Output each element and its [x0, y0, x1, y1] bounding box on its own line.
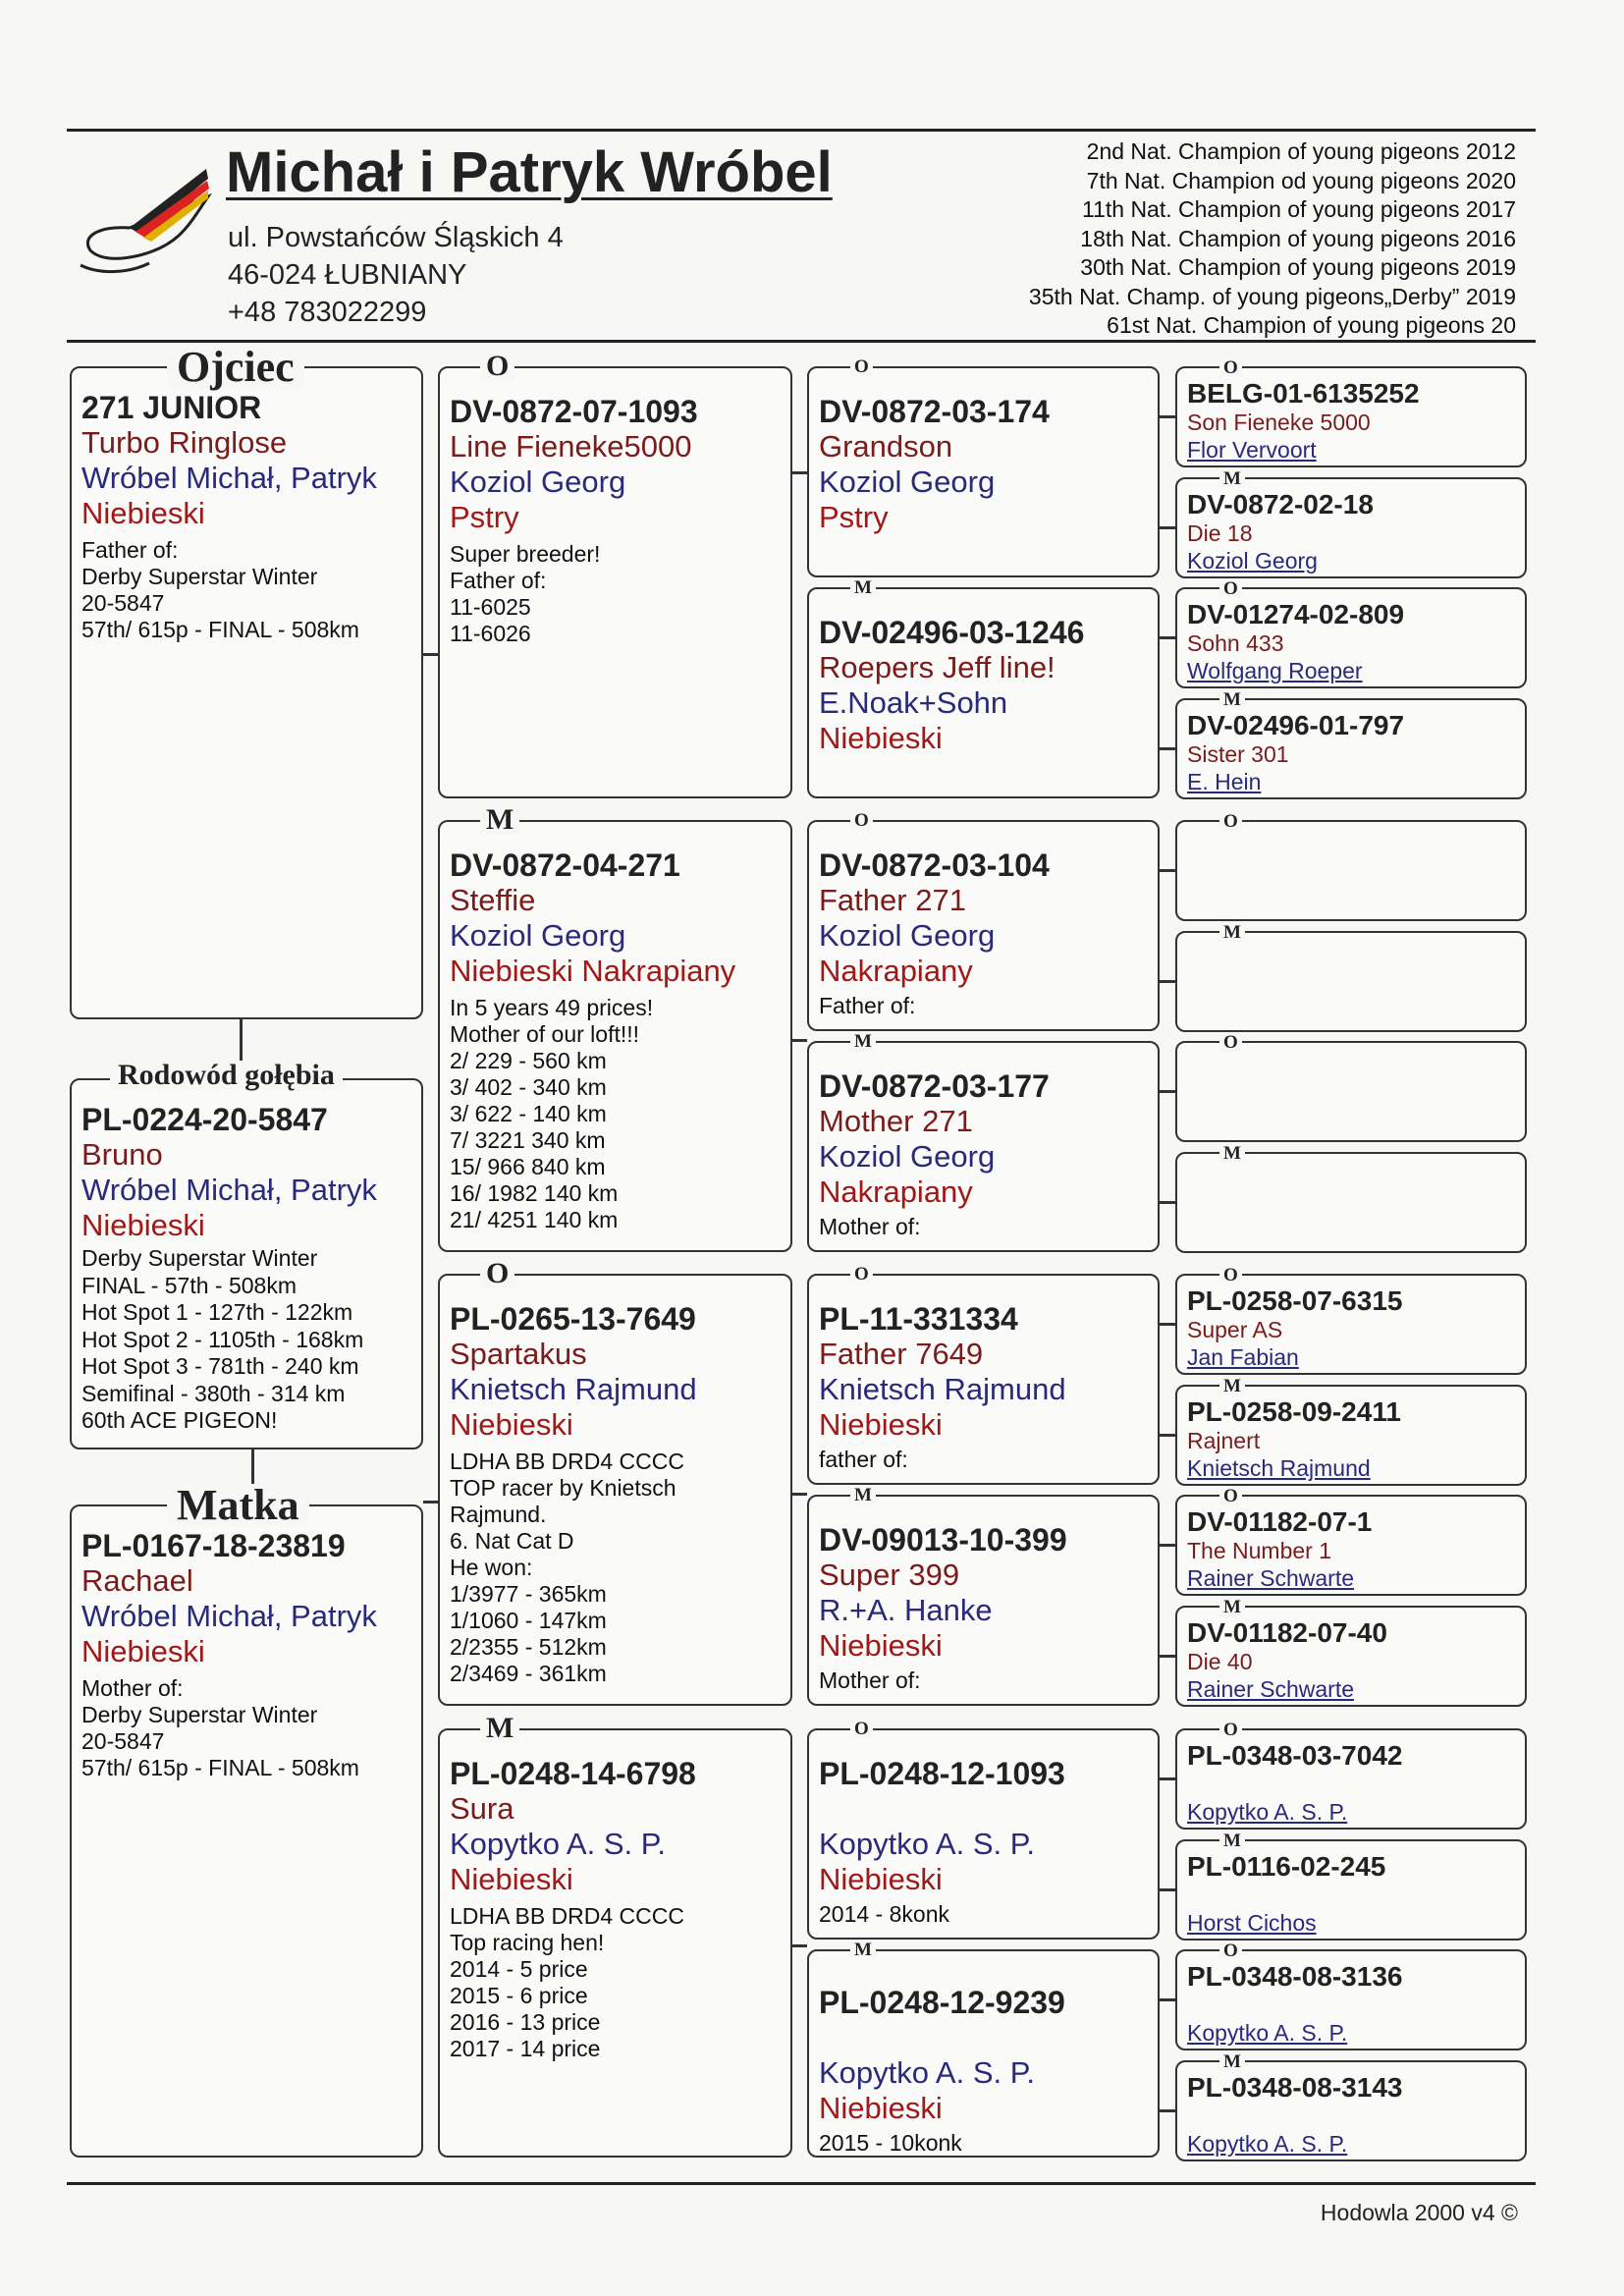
subject-color: Niebieski [81, 1208, 205, 1242]
gggp-name [1187, 832, 1525, 859]
ggp-name: Father 271 [819, 883, 966, 917]
note-line: 1/1060 - 147km [450, 1608, 607, 1633]
mother-notes [81, 1675, 421, 1781]
ggp-color: Niebieski [819, 721, 943, 755]
note-line: 57th/ 615p - FINAL - 508km [81, 1755, 359, 1780]
ggp-notes [819, 1447, 1158, 1473]
ggp-ring: PL-0248-12-1093 [819, 1756, 1065, 1791]
note-line: Father of: [450, 568, 547, 593]
gggp-box [1175, 477, 1527, 578]
address-city: 46-024 ŁUBNIANY [228, 259, 467, 291]
ggp-name: Father 7649 [819, 1337, 984, 1371]
ggp-breeder: Koziol Georg [819, 918, 996, 953]
gggp-ring: PL-0348-08-3136 [1187, 1961, 1403, 1992]
gggp-box [1175, 1839, 1527, 1941]
note-line: 2017 - 14 price [450, 2036, 601, 2061]
sire-label: O [850, 811, 873, 830]
ggp-ring: DV-02496-03-1246 [819, 615, 1085, 650]
note-line: 11-6026 [450, 621, 531, 646]
gggp-name [1187, 1164, 1525, 1191]
gggp-box [1175, 1152, 1527, 1253]
gggp-breeder: Rainer Schwarte [1187, 1565, 1355, 1591]
mother-name: Rachael [81, 1563, 193, 1598]
ggp-notes [819, 1214, 1158, 1240]
award-item: 2nd Nat. Champion of young pigeons 2012 [1086, 138, 1516, 164]
note-line: 2/2355 - 512km [450, 1634, 607, 1660]
sire-label: O [1219, 358, 1242, 377]
note-line: father of: [819, 1447, 908, 1472]
gggp-name [1187, 1992, 1525, 2019]
gggp-ring: PL-0348-08-3143 [1187, 2071, 1403, 2103]
subject-name: Bruno [81, 1137, 163, 1172]
gggp-ring: PL-0258-09-2411 [1187, 1395, 1401, 1427]
gp-notes [450, 995, 790, 1233]
ggp-breeder: E.Noak+Sohn [819, 685, 1008, 720]
gggp-box [1175, 1385, 1527, 1486]
award-item: 11th Nat. Champion of young pigeons 2017 [1082, 196, 1516, 222]
gp-ring: PL-0248-14-6798 [450, 1756, 696, 1791]
gggp-box [1175, 1274, 1527, 1375]
ggp-ring: DV-09013-10-399 [819, 1522, 1067, 1558]
gp-ring: DV-0872-07-1093 [450, 394, 698, 429]
gp-breeder: Koziol Georg [450, 465, 626, 499]
note-line: 57th/ 615p - FINAL - 508km [81, 617, 359, 642]
note-line: 2/ 229 - 560 km [450, 1048, 607, 1073]
gggp-name [1187, 943, 1525, 970]
software-footer: Hodowla 2000 v4 © [1320, 2200, 1518, 2225]
gggp-breeder: Jan Fabian [1187, 1344, 1299, 1370]
father-label: Ojciec [167, 346, 304, 389]
ggp-box [807, 820, 1160, 1031]
gp-name: Spartakus [450, 1337, 587, 1371]
gp-color: Niebieski [450, 1862, 573, 1896]
gggp-ring: DV-0872-02-18 [1187, 488, 1374, 519]
gggp-breeder: Kopytko A. S. P. [1187, 2130, 1348, 2157]
gggp-name [1187, 2103, 1525, 2130]
note-line: Derby Superstar Winter [81, 564, 318, 589]
note-line: LDHA BB DRD4 CCCC [450, 1449, 684, 1474]
gp-box [438, 1728, 792, 2158]
gggp-breeder: Horst Cichos [1187, 1909, 1317, 1936]
gp-color: Pstry [450, 500, 519, 534]
gp-box [438, 1274, 792, 1706]
note-line: Super breeder! [450, 541, 601, 567]
ggp-name: Grandson [819, 429, 953, 464]
note-line: 3/ 622 - 140 km [450, 1101, 607, 1126]
mother-label: Matka [167, 1484, 309, 1527]
gp-color: Niebieski Nakrapiany [450, 954, 736, 988]
ggp-breeder: Kopytko A. S. P. [819, 1827, 1036, 1861]
gggp-ring: DV-01274-02-809 [1187, 599, 1405, 629]
award-item: 35th Nat. Champ. of young pigeons„Derby” 2019 [1028, 283, 1516, 309]
ggp-color: Niebieski [819, 1862, 943, 1896]
note-line: Rajmund. [450, 1502, 547, 1527]
dam-label: M [1219, 1831, 1245, 1850]
gggp-name: Son Fieneke 5000 [1187, 410, 1371, 435]
gp-breeder: Koziol Georg [450, 918, 626, 953]
gggp-ring: DV-02496-01-797 [1187, 709, 1405, 740]
gggp-box [1175, 1949, 1527, 2050]
gp-notes [450, 1903, 790, 2062]
mother-box [70, 1504, 423, 2158]
gggp-box [1175, 820, 1527, 921]
gggp-box [1175, 1041, 1527, 1142]
note-line: Mother of: [819, 1214, 921, 1239]
gggp-breeder: E. Hein [1187, 768, 1262, 794]
dam-label: M [850, 1941, 876, 1959]
dam-label: M [1219, 1598, 1245, 1616]
ggp-breeder: Koziol Georg [819, 1139, 996, 1174]
dam-label: M [1219, 690, 1245, 709]
ggp-box [807, 366, 1160, 577]
gggp-name: Die 40 [1187, 1648, 1253, 1674]
ggp-notes [819, 1667, 1158, 1694]
gggp-box [1175, 1728, 1527, 1830]
gp-ring: DV-0872-04-271 [450, 847, 680, 883]
dam-label: M [480, 1714, 519, 1743]
gggp-box [1175, 1495, 1527, 1596]
sire-label: O [850, 1265, 873, 1284]
note-line: 2/3469 - 361km [450, 1661, 607, 1686]
gggp-box [1175, 931, 1527, 1032]
gggp-ring: DV-01182-07-1 [1187, 1506, 1373, 1537]
gggp-breeder: Knietsch Rajmund [1187, 1454, 1371, 1481]
note-line: 21/ 4251 140 km [450, 1207, 619, 1232]
ggp-name [819, 1791, 1158, 1827]
award-item: 7th Nat. Champion od young pigeons 2020 [1086, 167, 1516, 193]
note-line: Father of: [819, 993, 916, 1018]
gggp-name: The Number 1 [1187, 1538, 1332, 1563]
note-line: 20-5847 [81, 1728, 165, 1754]
dam-label: M [850, 1032, 876, 1051]
ggp-color: Pstry [819, 500, 889, 534]
ggp-name: Super 399 [819, 1558, 960, 1592]
note-line: 20-5847 [81, 590, 165, 616]
gggp-box [1175, 2060, 1527, 2161]
sire-label: O [480, 352, 514, 381]
gggp-box [1175, 698, 1527, 799]
gp-ring: PL-0265-13-7649 [450, 1301, 696, 1337]
dam-label: M [850, 1486, 876, 1504]
note-line: TOP racer by Knietsch [450, 1475, 677, 1501]
dam-label: M [480, 805, 519, 835]
ggp-name: Roepers Jeff line! [819, 650, 1056, 684]
address-street: ul. Powstańców Śląskich 4 [228, 222, 564, 253]
dam-label: M [1219, 923, 1245, 942]
ggp-box [807, 587, 1160, 798]
gggp-breeder: Kopytko A. S. P. [1187, 1799, 1348, 1825]
ggp-name [819, 2020, 1158, 2055]
note-line: Mother of our loft!!! [450, 1021, 640, 1047]
father-notes [81, 537, 421, 643]
note-line: Mother of: [819, 1667, 921, 1693]
dam-label: M [850, 578, 876, 597]
note-line: 2014 - 8konk [819, 1901, 949, 1927]
ggp-color: Niebieski [819, 1407, 943, 1442]
gggp-name [1187, 1771, 1525, 1798]
gggp-name [1187, 1053, 1525, 1080]
note-line: In 5 years 49 prices! [450, 995, 654, 1020]
dam-label: M [1219, 469, 1245, 488]
sire-label: O [1219, 1941, 1242, 1960]
gggp-name: Super AS [1187, 1317, 1283, 1342]
note-line: 15/ 966 840 km [450, 1154, 606, 1179]
gp-box [438, 366, 792, 798]
ggp-notes [819, 993, 1158, 1019]
ggp-ring: DV-0872-03-177 [819, 1068, 1050, 1104]
gggp-box [1175, 587, 1527, 688]
gggp-breeder: Wolfgang Roeper [1187, 658, 1363, 683]
ggp-box [807, 1495, 1160, 1706]
gggp-name: Sister 301 [1187, 740, 1289, 767]
sire-label: O [850, 357, 873, 376]
dam-label: M [1219, 2052, 1245, 2071]
gggp-breeder: Koziol Georg [1187, 547, 1318, 574]
sire-label: O [1219, 1487, 1242, 1505]
gp-name: Sura [450, 1791, 514, 1826]
ggp-box [807, 1949, 1160, 2158]
gggp-name: Sohn 433 [1187, 630, 1284, 656]
note-line: 60th ACE PIGEON! [81, 1407, 278, 1433]
gggp-ring: DV-01182-07-40 [1187, 1616, 1387, 1648]
ggp-ring: PL-11-331334 [819, 1301, 1018, 1337]
ggp-ring: PL-0248-12-9239 [819, 1985, 1065, 2020]
ggp-color: Niebieski [819, 2091, 943, 2125]
sire-label: O [480, 1259, 514, 1288]
note-line: 16/ 1982 140 km [450, 1180, 619, 1206]
father-breeder: Wróbel Michał, Patryk [81, 461, 377, 495]
ggp-color: Niebieski [819, 1628, 943, 1663]
sire-label: O [850, 1720, 873, 1738]
gp-name: Steffie [450, 883, 536, 917]
note-line: Hot Spot 3 - 781th - 240 km [81, 1353, 359, 1379]
note-line: Mother of: [81, 1675, 184, 1701]
dam-label: M [1219, 1377, 1245, 1395]
ggp-color: Nakrapiany [819, 954, 973, 988]
gp-notes [450, 541, 790, 647]
note-line: 1/3977 - 365km [450, 1581, 607, 1607]
note-line: Derby Superstar Winter [81, 1702, 318, 1727]
gggp-breeder: Rainer Schwarte [1187, 1675, 1355, 1702]
subject-breeder: Wróbel Michał, Patryk [81, 1173, 377, 1207]
gp-notes [450, 1449, 790, 1687]
gp-color: Niebieski [450, 1407, 573, 1442]
note-line: Semifinal - 380th - 314 km [81, 1380, 346, 1406]
ggp-breeder: R.+A. Hanke [819, 1593, 993, 1627]
subject-ring: PL-0224-20-5847 [81, 1102, 328, 1137]
father-name: Turbo Ringlose [81, 425, 288, 460]
sire-label: O [1219, 1266, 1242, 1285]
sire-label: O [1219, 1721, 1242, 1739]
sire-label: O [1219, 1033, 1242, 1052]
gggp-box [1175, 366, 1527, 467]
note-line: 6. Nat Cat D [450, 1528, 574, 1554]
note-line: FINAL - 57th - 508km [81, 1272, 298, 1298]
award-item: 61st Nat. Champion of young pigeons 20 [1107, 312, 1516, 338]
note-line: Derby Superstar Winter [81, 1245, 318, 1271]
sire-label: O [1219, 579, 1242, 598]
ggp-breeder: Kopytko A. S. P. [819, 2055, 1036, 2090]
ggp-box [807, 1728, 1160, 1940]
gggp-name: Rajnert [1187, 1427, 1261, 1453]
father-box [70, 366, 423, 1019]
gggp-ring: PL-0258-07-6315 [1187, 1285, 1403, 1316]
note-line: 2016 - 13 price [450, 2009, 601, 2035]
note-line: 11-6025 [450, 594, 531, 620]
note-line: He won: [450, 1555, 533, 1580]
gggp-box [1175, 1606, 1527, 1707]
ggp-box [807, 1041, 1160, 1252]
ggp-notes [819, 1901, 1158, 1928]
mother-color: Niebieski [81, 1634, 205, 1668]
mother-breeder: Wróbel Michał, Patryk [81, 1599, 377, 1633]
gggp-ring: BELG-01-6135252 [1187, 378, 1420, 409]
gggp-name: Die 18 [1187, 519, 1253, 546]
gggp-breeder: Kopytko A. S. P. [1187, 2020, 1348, 2046]
ggp-breeder: Knietsch Rajmund [819, 1372, 1066, 1406]
ggp-color: Nakrapiany [819, 1175, 973, 1209]
note-line: Hot Spot 2 - 1105th - 168km [81, 1326, 364, 1352]
breeder-name: Michał i Patryk Wróbel [226, 140, 833, 204]
ggp-ring: DV-0872-03-104 [819, 847, 1050, 883]
ggp-box [807, 1274, 1160, 1485]
gggp-ring: PL-0348-03-7042 [1187, 1740, 1403, 1771]
gggp-breeder: Flor Vervoort [1187, 437, 1317, 463]
note-line: 2014 - 5 price [450, 1956, 588, 1982]
award-item: 30th Nat. Champion of young pigeons 2019 [1080, 254, 1516, 280]
gp-breeder: Knietsch Rajmund [450, 1372, 697, 1406]
note-line: Father of: [81, 537, 179, 563]
gp-breeder: Kopytko A. S. P. [450, 1827, 667, 1861]
gggp-name [1187, 1882, 1525, 1909]
gp-name: Line Fieneke5000 [450, 429, 692, 464]
father-ring: 271 JUNIOR [81, 390, 262, 425]
gp-box [438, 820, 792, 1252]
pedigree-label: Rodowód gołębia [110, 1061, 343, 1090]
subject-notes [81, 1245, 421, 1435]
note-line: LDHA BB DRD4 CCCC [450, 1903, 684, 1929]
note-line: 2015 - 6 price [450, 1983, 588, 2008]
ggp-ring: DV-0872-03-174 [819, 394, 1050, 429]
award-item: 18th Nat. Champion of young pigeons 2016 [1080, 225, 1516, 251]
mother-ring: PL-0167-18-23819 [81, 1528, 346, 1563]
ggp-breeder: Koziol Georg [819, 465, 996, 499]
gggp-ring: PL-0116-02-245 [1187, 1850, 1386, 1882]
note-line: Top racing hen! [450, 1930, 605, 1955]
phone-number: +48 783022299 [228, 297, 427, 328]
father-color: Niebieski [81, 496, 205, 530]
note-line: 2015 - 10konk [819, 2130, 962, 2156]
note-line: 7/ 3221 340 km [450, 1127, 606, 1153]
ggp-name: Mother 271 [819, 1104, 973, 1138]
note-line: Hot Spot 1 - 127th - 122km [81, 1299, 353, 1325]
dove-logo-icon [71, 157, 218, 285]
note-line: 3/ 402 - 340 km [450, 1074, 607, 1100]
sire-label: O [1219, 812, 1242, 831]
ggp-notes [819, 2130, 1158, 2157]
dam-label: M [1219, 1144, 1245, 1163]
awards-list [1029, 137, 1516, 341]
subject-box [70, 1078, 423, 1449]
